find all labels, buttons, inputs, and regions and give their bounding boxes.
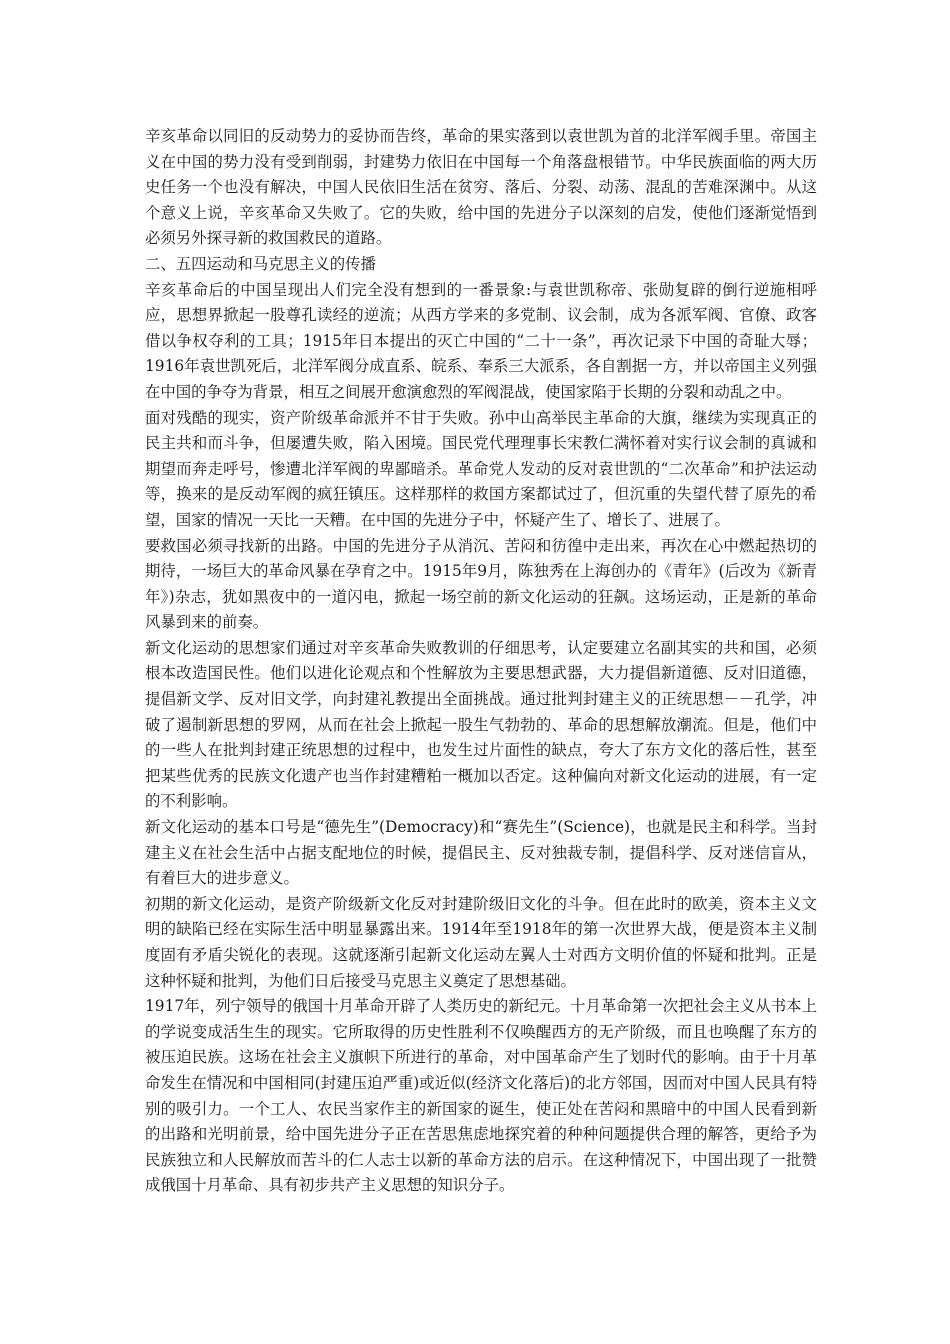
section-heading: 二、五四运动和马克思主义的传播 bbox=[145, 254, 376, 273]
paragraph-3: 面对残酷的现实，资产阶级革命派并不甘于失败。孙中山高举民主革命的大旗，继续为实现真正的民主共和而斗争，但屡遭失败，陷入困境。国民党代理理事长宋教仁满怀着对实行议会制的真诚和期望而奔走呼号，惨遭北洋军阀的卑鄙暗杀。革命党人发动的反对袁世凯的“二次革命”和护法运动等，换来的是反动军阀的疯狂镇压。这样那样的救国方案都试过了，但沉重的失望代替了原先的希望，国家的情况一天比一天糟。在中国的先进分子中，怀疑产生了、增长了、进展了。 bbox=[145, 408, 817, 529]
paragraph-4: 要救国必须寻找新的出路。中国的先进分子从消沉、苦闷和彷徨中走出来，再次在心中燃起热切的期待，一场巨大的革命风暴在孕育之中。1915年9月，陈独秀在上海创办的《青年》(后改为《新青年》)杂志，犹如黑夜中的一道闪电，掀起一场空前的新文化运动的狂飙。这场运动，正是新的革命风暴到来的前奏。 bbox=[145, 536, 817, 632]
document-body bbox=[145, 124, 817, 1199]
paragraph-6: 新文化运动的基本口号是“德先生”(Democracy)和“赛先生”(Science)，也就是民主和科学。当封建主义在社会生活中占据支配地位的时候，提倡民主、反对独裁专制，提倡科学、反对迷信盲从，有着巨大的进步意义。 bbox=[145, 818, 817, 888]
paragraph-1: 辛亥革命以同旧的反动势力的妥协而告终，革命的果实落到以袁世凯为首的北洋军阀手里。帝国主义在中国的势力没有受到削弱，封建势力依旧在中国每一个角落盘根错节。中华民族面临的两大历史任务一个也没有解决，中国人民依旧生活在贫穷、落后、分裂、动荡、混乱的苦难深渊中。从这个意义上说，辛亥革命又失败了。它的失败，给中国的先进分子以深刻的启发，使他们逐渐觉悟到必须另外探寻新的救国救民的道路。 bbox=[145, 127, 817, 248]
paragraph-5: 新文化运动的思想家们通过对辛亥革命失败教训的仔细思考，认定要建立名副其实的共和国，必须根本改造国民性。他们以进化论观点和个性解放为主要思想武器，大力提倡新道德、反对旧道德，提倡新文学、反对旧文学，向封建礼教提出全面挑战。通过批判封建主义的正统思想－－孔学，冲破了遏制新思想的罗网，从而在社会上掀起一股生气勃勃的、革命的思想解放潮流。但是，他们中的一些人在批判封建正统思想的过程中，也发生过片面性的缺点，夸大了东方文化的落后性，甚至把某些优秀的民族文化遗产也当作封建糟粕一概加以否定。这种偏向对新文化运动的进展，有一定的不利影响。 bbox=[145, 638, 817, 811]
paragraph-8: 1917年，列宁领导的俄国十月革命开辟了人类历史的新纪元。十月革命第一次把社会主义从书本上的学说变成活生生的现实。它所取得的历史性胜利不仅唤醒西方的无产阶级，而且也唤醒了东方的被压迫民族。这场在社会主义旗帜下所进行的革命，对中国革命产生了划时代的影响。由于十月革命发生在情况和中国相同(封建压迫严重)或近似(经济文化落后)的北方邻国，因而对中国人民具有特别的吸引力。一个工人、农民当家作主的新国家的诞生，使正处在苦闷和黑暗中的中国人民看到新的出路和光明前景，给中国先进分子正在苦思焦虑地探究着的种种问题提供合理的解答，更给予为民族独立和人民解放而苦斗的仁人志士以新的革命方法的启示。在这种情况下，中国出现了一批赞成俄国十月革命、具有初步共产主义思想的知识分子。 bbox=[145, 997, 817, 1195]
paragraph-2: 辛亥革命后的中国呈现出人们完全没有想到的一番景象:与袁世凯称帝、张勋复辟的倒行逆施相呼应，思想界掀起一股尊孔读经的逆流；从西方学来的多党制、议会制，成为各派军阀、官僚、政客借以争权夺利的工具；1915年日本提出的灭亡中国的“二十一条”，再次记录下中国的奇耻大辱；1916年袁世凯死后，北洋军阀分成直系、皖系、奉系三大派系，各自割据一方，并以帝国主义列强在中国的争夺为背景，相互之间展开愈演愈烈的军阀混战，使国家陷于长期的分裂和动乱之中。 bbox=[145, 280, 817, 401]
paragraph-7: 初期的新文化运动，是资产阶级新文化反对封建阶级旧文化的斗争。但在此时的欧美，资本主义文明的缺陷已经在实际生活中明显暴露出来。1914年至1918年的第一次世界大战，便是资本主义制度固有矛盾尖锐化的表现。这就逐渐引起新文化运动左翼人士对西方文明价值的怀疑和批判。正是这种怀疑和批判，为他们日后接受马克思主义奠定了思想基础。 bbox=[145, 894, 817, 990]
